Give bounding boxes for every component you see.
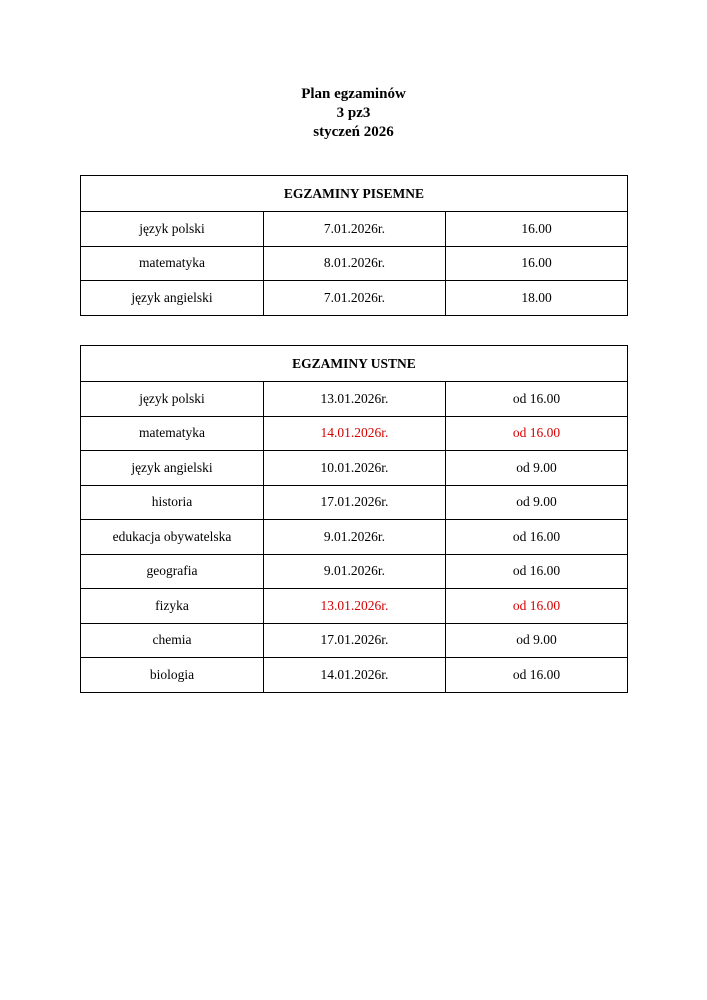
date-cell: 17.01.2026r.: [264, 485, 446, 520]
table-row: [81, 623, 628, 658]
title-line-2: 3 pz3: [336, 105, 371, 121]
time-cell: od 16.00: [446, 658, 628, 693]
date-cell: 14.01.2026r.: [264, 658, 446, 693]
oral-exams-table: [80, 345, 628, 693]
time-cell: od 9.00: [446, 485, 628, 520]
date-cell-highlighted: 14.01.2026r.: [264, 416, 446, 451]
time-cell: od 9.00: [446, 451, 628, 486]
subject-cell: język angielski: [81, 451, 264, 486]
oral-exams-header: EGZAMINY USTNE: [81, 346, 628, 382]
time-cell: od 16.00: [446, 382, 628, 417]
time-cell: 16.00: [446, 246, 628, 281]
subject-cell: biologia: [81, 658, 264, 693]
date-cell: 13.01.2026r.: [264, 382, 446, 417]
written-exams-header: EGZAMINY PISEMNE: [81, 176, 628, 212]
subject-cell: matematyka: [81, 246, 264, 281]
table-row: [81, 658, 628, 693]
oral-exams-header-row: [81, 346, 628, 382]
subject-cell: geografia: [81, 554, 264, 589]
written-exams-table: [80, 175, 628, 316]
time-cell: od 9.00: [446, 623, 628, 658]
table-row: [81, 589, 628, 624]
date-cell-highlighted: 13.01.2026r.: [264, 589, 446, 624]
date-cell: 7.01.2026r.: [264, 281, 446, 316]
table-row: [81, 382, 628, 417]
time-cell-highlighted: od 16.00: [446, 416, 628, 451]
date-cell: 17.01.2026r.: [264, 623, 446, 658]
table-row: [81, 485, 628, 520]
title-line-3: styczeń 2026: [313, 124, 394, 140]
table-row: [81, 554, 628, 589]
table-row: [81, 212, 628, 247]
subject-cell: fizyka: [81, 589, 264, 624]
subject-cell: język polski: [81, 212, 264, 247]
written-exams-header-row: [81, 176, 628, 212]
subject-cell: chemia: [81, 623, 264, 658]
page-title: [0, 85, 707, 142]
table-row: [81, 416, 628, 451]
table-row: [81, 246, 628, 281]
time-cell: od 16.00: [446, 520, 628, 555]
date-cell: 8.01.2026r.: [264, 246, 446, 281]
table-row: [81, 451, 628, 486]
subject-cell: historia: [81, 485, 264, 520]
date-cell: 10.01.2026r.: [264, 451, 446, 486]
date-cell: 9.01.2026r.: [264, 520, 446, 555]
subject-cell: język polski: [81, 382, 264, 417]
time-cell: 16.00: [446, 212, 628, 247]
time-cell: od 16.00: [446, 554, 628, 589]
time-cell-highlighted: od 16.00: [446, 589, 628, 624]
date-cell: 9.01.2026r.: [264, 554, 446, 589]
subject-cell: edukacja obywatelska: [81, 520, 264, 555]
table-row: [81, 281, 628, 316]
date-cell: 7.01.2026r.: [264, 212, 446, 247]
time-cell: 18.00: [446, 281, 628, 316]
table-row: [81, 520, 628, 555]
subject-cell: matematyka: [81, 416, 264, 451]
subject-cell: język angielski: [81, 281, 264, 316]
title-line-1: Plan egzaminów: [301, 86, 406, 102]
